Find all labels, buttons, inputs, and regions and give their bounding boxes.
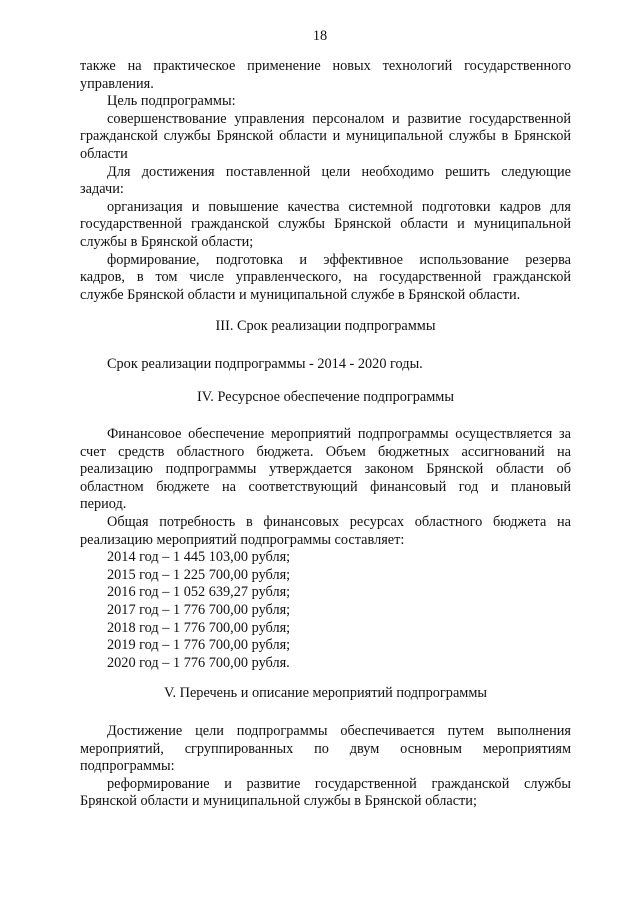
section-heading: V. Перечень и описание мероприятий подпрограммы <box>164 685 487 701</box>
paragraph-line: мероприятий, сгруппированных по двум основным мероприятиям <box>80 740 571 757</box>
paragraph-line: Общая потребность в финансовых ресурсах областного бюджета на <box>107 513 571 530</box>
goal-label: Цель подпрограммы: <box>107 93 236 110</box>
paragraph-line: службе Брянской области и муниципальной службе в Брянской области. <box>80 286 521 303</box>
page-number: 18 <box>312 28 328 44</box>
term-text: Срок реализации подпрограммы - 2014 - 2020 годы. <box>107 356 423 372</box>
funding-item: 2016 год – 1 052 639,27 рубля; <box>107 584 291 601</box>
funding-block <box>80 426 571 672</box>
paragraph-line: службы в Брянской области; <box>80 233 254 250</box>
paragraph-line: областном бюджете на соответствующий финансовый год и плановый <box>80 478 571 495</box>
paragraph-line: государственной гражданской службы Брянской области и муниципальной <box>80 216 571 233</box>
paragraph-line: организация и повышение качества системной подготовки кадров для <box>107 198 571 215</box>
funding-item: 2019 год – 1 776 700,00 рубля; <box>107 637 291 654</box>
paragraph-line: реформирование и развитие государственной гражданской службы <box>107 775 571 792</box>
paragraph-line: кадров, в том числе управленческого, на государственной гражданской <box>80 269 571 286</box>
funding-item: 2017 год – 1 776 700,00 рубля; <box>107 601 291 618</box>
paragraph-line: также на практическое применение новых технологий государственного <box>80 58 571 74</box>
intro-block <box>80 58 571 304</box>
measures-block <box>80 723 571 811</box>
section-heading: IV. Ресурсное обеспечение подпрограммы <box>197 389 454 405</box>
paragraph-line: Финансовое обеспечение мероприятий подпрограммы осуществляется за <box>107 426 571 442</box>
paragraph-line: период. <box>80 496 127 513</box>
paragraph-line: совершенствование управления персоналом и развитие государственной <box>107 110 571 127</box>
paragraph-line: реализацию подпрограммы утверждается законом Брянской области об <box>80 461 571 478</box>
paragraph-line: Брянской области и муниципальной службы в Брянской области; <box>80 793 477 810</box>
section-heading: III. Срок реализации подпрограммы <box>215 318 436 334</box>
funding-item: 2020 год – 1 776 700,00 рубля. <box>107 654 290 671</box>
funding-item: 2018 год – 1 776 700,00 рубля; <box>107 619 291 636</box>
funding-item: 2015 год – 1 225 700,00 рубля; <box>107 566 291 583</box>
paragraph-line: счет средств областного бюджета. Объем бюджетных ассигнований на <box>80 443 571 460</box>
paragraph-line: реализацию мероприятий подпрограммы составляет: <box>80 531 405 548</box>
paragraph-line: области <box>80 145 128 162</box>
paragraph-line: управления. <box>80 75 154 92</box>
funding-item: 2014 год – 1 445 103,00 рубля; <box>107 549 291 566</box>
paragraph-line: Достижение цели подпрограммы обеспечивается путем выполнения <box>107 723 571 739</box>
paragraph-line: гражданской службы Брянской области и муниципальной службы в Брянской <box>80 128 571 145</box>
paragraph-line: задачи: <box>80 181 124 198</box>
paragraph-line: Для достижения поставленной цели необходимо решить следующие <box>107 163 571 180</box>
paragraph-line: подпрограммы: <box>80 758 175 775</box>
paragraph-line: формирование, подготовка и эффективное использование резерва <box>107 251 571 268</box>
